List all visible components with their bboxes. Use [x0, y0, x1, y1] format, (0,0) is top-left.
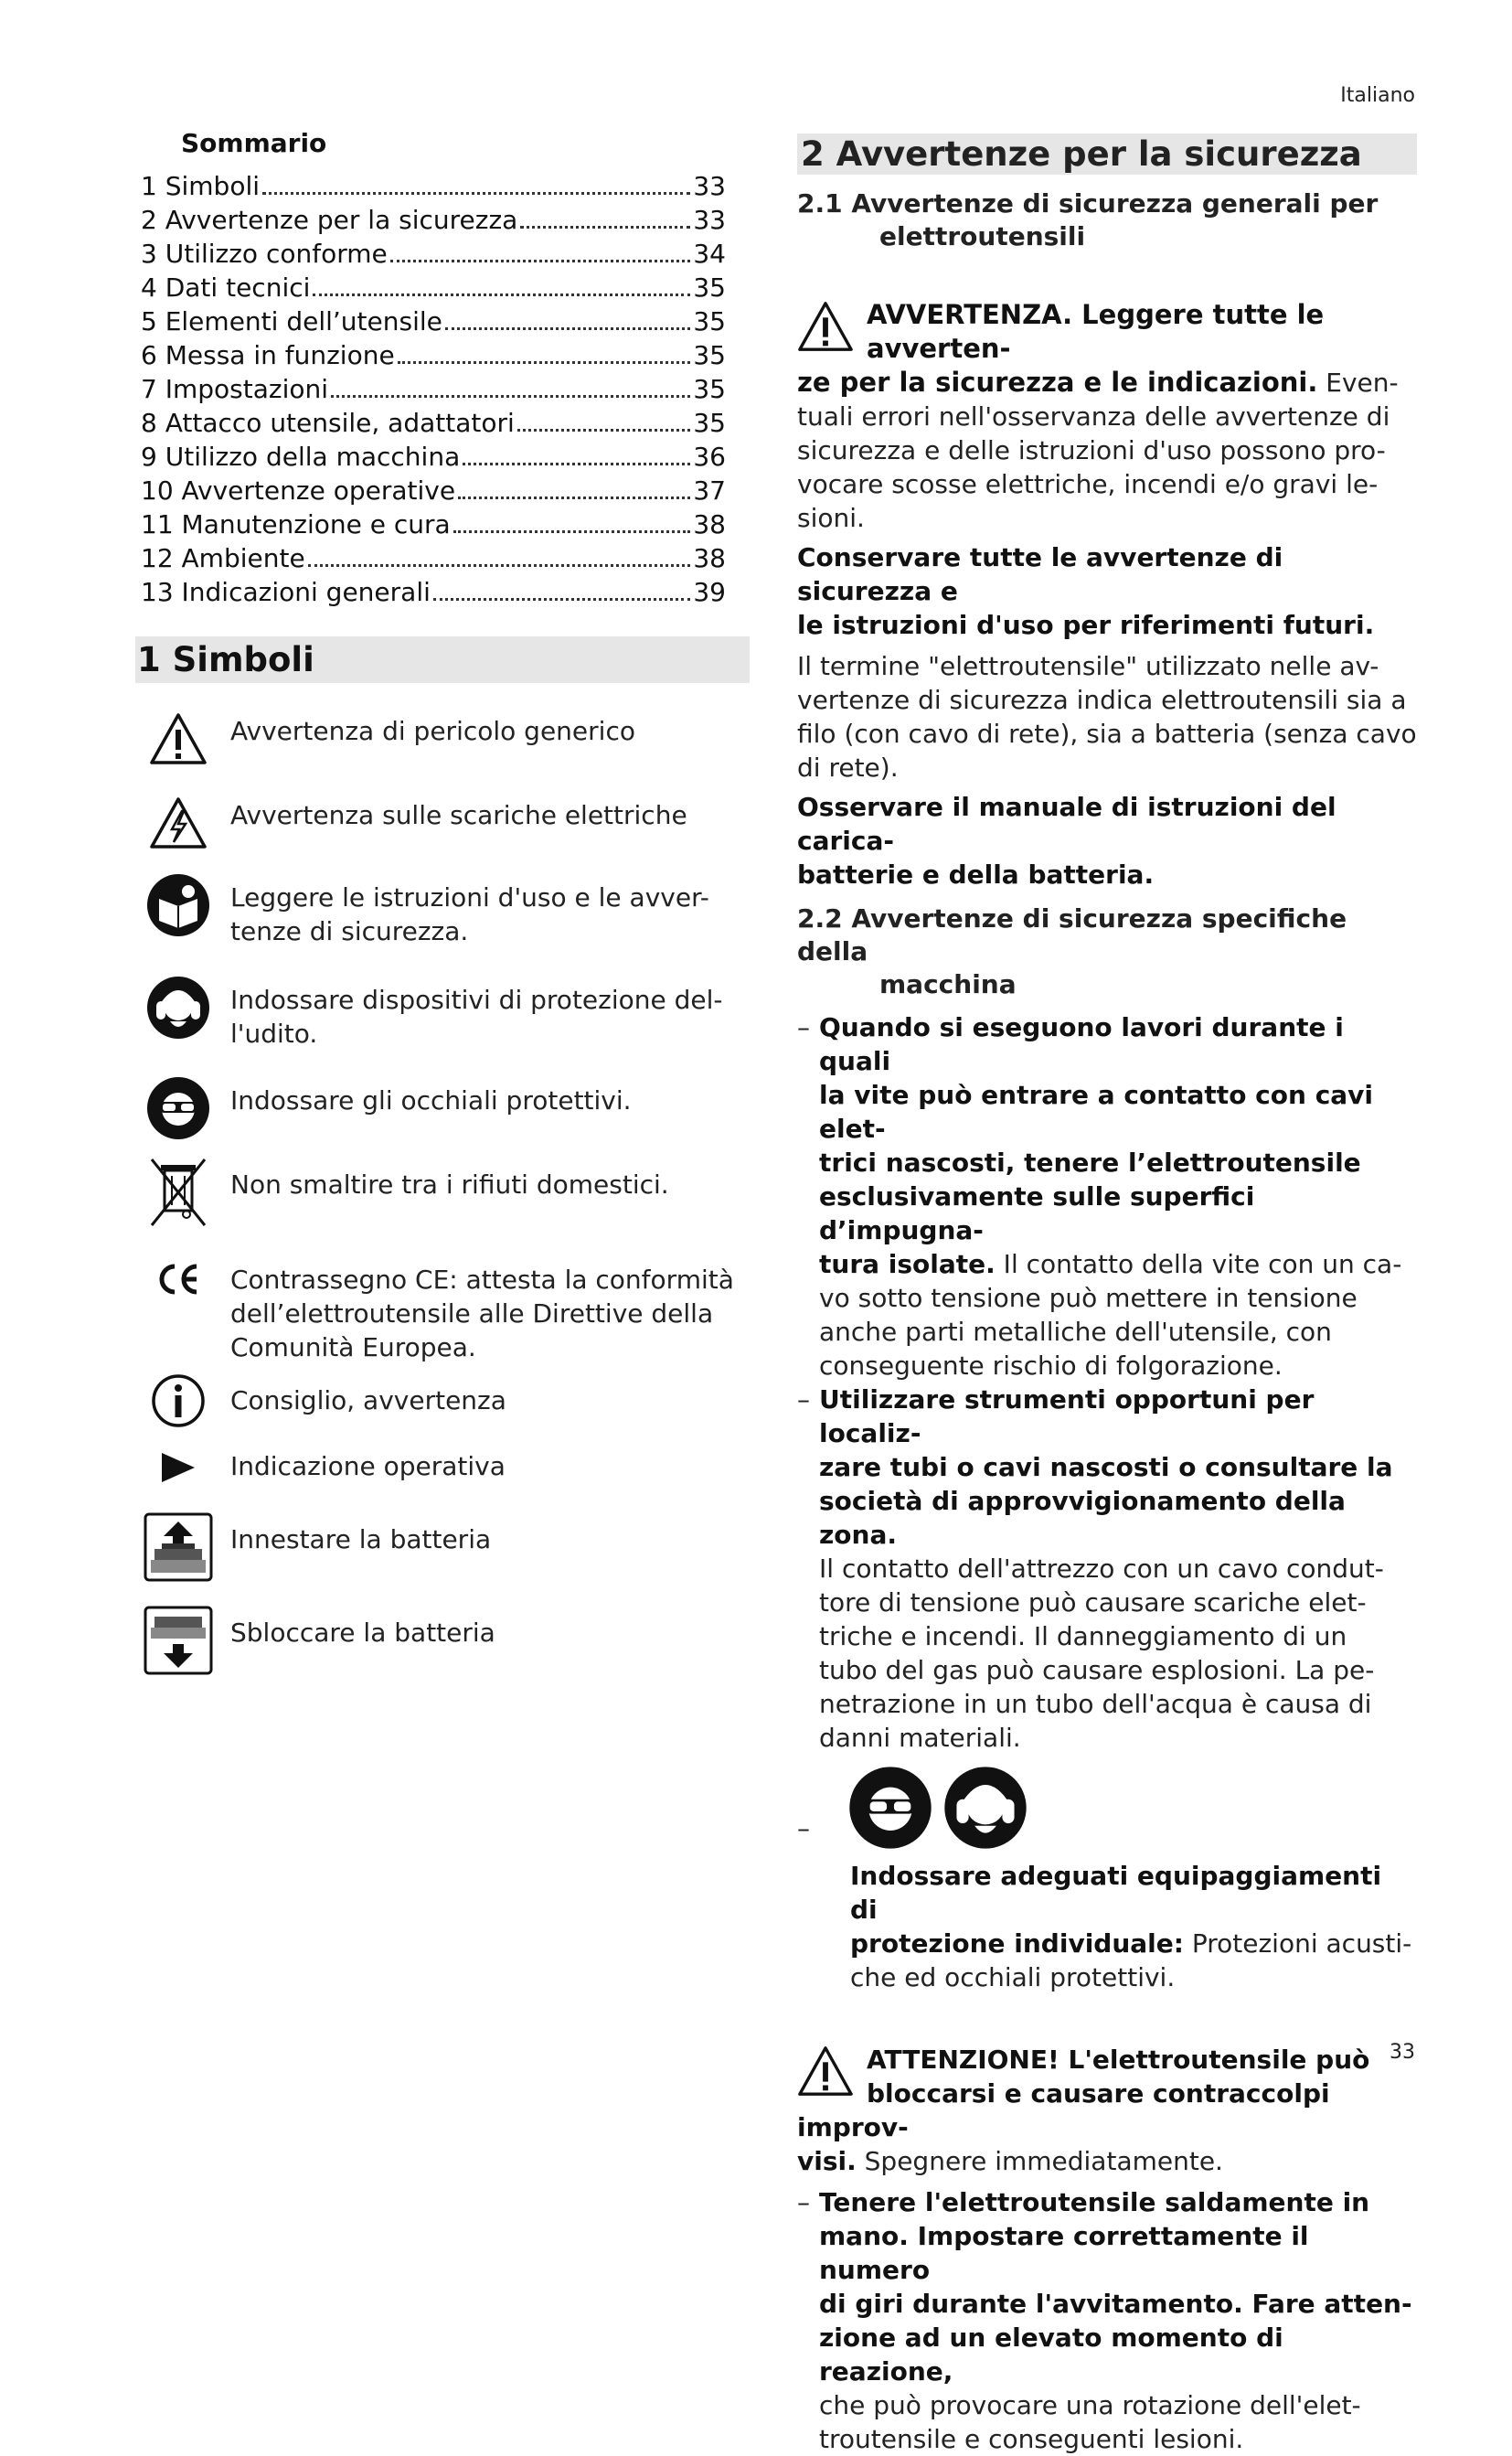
symbol-row: [135, 870, 750, 972]
toc-entry-title: 1 Simboli: [141, 171, 261, 201]
symbol-text: Indicazione operativa: [230, 1451, 506, 1481]
symbol-row: [135, 1440, 750, 1511]
item-text: che può provocare una rotazione dell'elet- troutensile e conseguenti lesioni.: [819, 2390, 1361, 2454]
toc-entry[interactable]: [141, 474, 726, 507]
toc-leader-dots: [331, 395, 690, 398]
observe-manual: Osservare il manuale di istruzioni del carica- batterie e della batteria.: [797, 792, 1336, 890]
battery-insert-icon: [143, 1511, 214, 1583]
symbol-row: [135, 1372, 750, 1440]
symbol-row: [135, 1605, 750, 1696]
toc-entry-page: 37: [693, 475, 726, 506]
list-item: [797, 1766, 1417, 1850]
item-text: Protezioni acusti- che ed occhiali protettivi.: [850, 1928, 1412, 1992]
symbol-row: [135, 1157, 750, 1252]
symbol-row: [135, 1511, 750, 1605]
toc-entry-title: 3 Utilizzo conforme: [141, 239, 388, 269]
toc-leader-dots: [453, 530, 691, 533]
item-text: Il contatto della vite con un ca- vo sotto tensione può mettere in tensione anche parti metalliche dell'utensile, con conseguente rischio di folgorazione.: [819, 1249, 1402, 1381]
symbol-text: Indossare gli occhiali protettivi.: [230, 1085, 632, 1116]
right-column: [797, 133, 1417, 2456]
toc-entry-title: 11 Manutenzione e cura: [141, 509, 451, 539]
page-number: 33: [1390, 2041, 1415, 2064]
toc-leader-dots: [458, 497, 690, 499]
list-item-body: [819, 1010, 1417, 1383]
toc-entry-page: 39: [693, 577, 726, 607]
toc-entry-title: 2 Avvertenze per la sicurezza: [141, 205, 518, 235]
toc-entry[interactable]: [141, 169, 726, 203]
section-heading-safety: 2 Avvertenze per la sicurezza: [797, 133, 1417, 175]
toc-entry-title: 8 Attacco utensile, adattatori: [141, 408, 515, 438]
item-bold: Indossare adeguati equipaggiamenti di protezione individuale:: [850, 1861, 1382, 1959]
toc-leader-dots: [313, 294, 690, 296]
warning-paragraph: [797, 264, 1417, 535]
term-definition: Il termine "elettroutensile" utilizzato nelle av- vertenze di sicurezza indica elettroutensili sia a filo (con cavo di rete), sia a batteria (senza cavo di rete).: [797, 651, 1417, 783]
toc-entry-title: 4 Dati tecnici: [141, 272, 311, 303]
toc-title: Sommario: [181, 128, 327, 158]
item-text: Il contatto dell'attrezzo con un cavo condut- tore di tensione può causare scariche elet- triche e incendi. Il danneggiamento di un tubo del gas può causare esplosioni. La pe- netrazione in un tubo dell'acqua è causa di danni materiali.: [819, 1554, 1384, 1753]
symbol-text: Indossare dispositivi di protezione del- l'udito.: [230, 985, 723, 1049]
toc-entry-title: 9 Utilizzo della macchina: [141, 442, 461, 472]
list-item-body: [819, 2185, 1417, 2456]
toc-entry[interactable]: [141, 507, 726, 541]
toc-leader-dots: [463, 463, 690, 465]
crossed-bin-icon: [143, 1157, 214, 1228]
caution-bold: ATTENZIONE! L'elettroutensile può bloccarsi e causare contraccolpi improv- visi.: [797, 2045, 1370, 2176]
dash-bullet: –: [797, 1384, 810, 1415]
warning-triangle-icon: [797, 300, 854, 353]
toc-entry[interactable]: [141, 406, 726, 440]
toc-entry[interactable]: [141, 338, 726, 372]
toc-leader-dots: [520, 226, 690, 229]
toc-leader-dots: [308, 564, 691, 567]
symbol-text: Consiglio, avvertenza: [230, 1385, 506, 1415]
electric-warning-icon: [143, 787, 214, 859]
subsection-2-1: [797, 187, 1417, 253]
section-heading-symbols: 1 Simboli: [135, 636, 750, 683]
language-label: Italiano: [1340, 84, 1415, 107]
toc-entry[interactable]: [141, 440, 726, 474]
toc-entry-page: 36: [693, 442, 726, 472]
toc-entry-page: 38: [693, 543, 726, 573]
keep-instructions: Conservare tutte le avvertenze di sicurezza e le istruzioni d'uso per riferimenti futuri.: [797, 542, 1375, 640]
ear-protection-icon: [943, 1766, 1028, 1850]
toc-entry-page: 33: [693, 171, 726, 201]
symbol-text: Non smaltire tra i rifiuti domestici.: [230, 1169, 669, 1200]
ppe-text: [797, 1859, 1417, 1994]
symbol-row: [135, 972, 750, 1073]
toc-entry-page: 33: [693, 205, 726, 235]
list-item-body: [819, 1383, 1417, 1755]
toc-leader-dots: [433, 598, 690, 601]
toc-entry-title: 5 Elementi dell’utensile: [141, 306, 442, 336]
toc-entry-page: 35: [693, 306, 726, 336]
item-bold: Quando si eseguono lavori durante i quali la vite può entrare a contatto con cavi elet- trici nascosti, tenere l’elettroutensile esclusivamente sulle superfici d’impugna- tura isolate.: [819, 1012, 1374, 1279]
item-bold: Utilizzare strumenti opportuni per localiz- zare tubi o cavi nascosti o consultare la società di approvvigionamento della zona.: [819, 1384, 1393, 1550]
symbols-list: [135, 703, 750, 1696]
info-icon: [143, 1372, 214, 1429]
toc-entry-page: 35: [693, 374, 726, 404]
battery-release-icon: [143, 1605, 214, 1676]
dash-bullet: –: [797, 2187, 810, 2217]
toc-entry[interactable]: [141, 304, 726, 338]
symbol-row: [135, 703, 750, 787]
dash-bullet: –: [797, 1012, 810, 1042]
ppe-icons: [848, 1766, 1028, 1850]
subsection-title: 2.1 Avvertenze di sicurezza generali per: [797, 188, 1379, 219]
toc-leader-dots: [398, 361, 691, 364]
symbol-text: Avvertenza di pericolo generico: [230, 716, 635, 746]
ear-protection-icon: [143, 972, 214, 1043]
list-item: [797, 1383, 1417, 1755]
symbol-row: [135, 787, 750, 870]
toc-entry-page: 35: [693, 340, 726, 370]
toc-entry-title: 12 Ambiente: [141, 543, 305, 573]
warning-triangle-icon: [143, 703, 214, 774]
eye-protection-icon: [848, 1766, 932, 1850]
caution-text: Spegnere immediatamente.: [856, 2146, 1223, 2176]
toc-entry-title: 13 Indicazioni generali: [141, 577, 431, 607]
subsection-2-2: [797, 902, 1417, 1001]
table-of-contents: [135, 169, 726, 609]
toc-entry-page: 35: [693, 272, 726, 303]
toc-entry-title: 7 Impostazioni: [141, 374, 329, 404]
caution-paragraph: [797, 2009, 1417, 2178]
dash-bullet: –: [797, 1813, 810, 1843]
symbol-row: [135, 1252, 750, 1372]
left-column: [135, 128, 750, 1696]
toc-leader-dots: [445, 327, 691, 330]
toc-entry[interactable]: [141, 271, 726, 304]
subsection-title-cont: macchina: [879, 969, 1017, 999]
toc-entry-page: 34: [693, 239, 726, 269]
warning-triangle-icon: [797, 2045, 854, 2098]
toc-entry[interactable]: [141, 203, 726, 237]
symbol-text: Avvertenza sulle scariche elettriche: [230, 800, 687, 830]
toc-entry[interactable]: [141, 541, 726, 575]
toc-leader-dots: [390, 260, 691, 262]
toc-entry[interactable]: [141, 237, 726, 271]
list-item: [797, 2185, 1417, 2456]
toc-entry-page: 35: [693, 408, 726, 438]
toc-entry-page: 38: [693, 509, 726, 539]
toc-entry-title: 10 Avvertenze operative: [141, 475, 456, 506]
symbol-text: Leggere le istruzioni d'uso e le avver- tenze di sicurezza.: [230, 882, 709, 946]
read-manual-icon: [143, 870, 214, 941]
symbol-text: Sbloccare la batteria: [230, 1618, 495, 1648]
subsection-title: 2.2 Avvertenze di sicurezza specifiche della: [797, 903, 1347, 966]
toc-entry-title: 6 Messa in funzione: [141, 340, 395, 370]
ce-mark-icon: [143, 1252, 214, 1323]
symbol-text: Contrassegno CE: attesta la conformità dell’elettroutensile alle Direttive della Comunità Europea.: [230, 1265, 734, 1362]
play-arrow-icon: [143, 1440, 214, 1495]
warning-bold: AVVERTENZA. Leggere tutte le avverten- ze per la sicurezza e le indicazioni.: [797, 299, 1325, 398]
warning-text: Even- tuali errori nell'osservanza delle avvertenze di sicurezza e delle istruzioni d'uso possono pro- vocare scosse elettriche, incendi e/o gravi le- sioni.: [797, 368, 1399, 533]
eye-protection-icon: [143, 1073, 214, 1144]
toc-entry[interactable]: [141, 372, 726, 406]
symbol-row: [135, 1073, 750, 1157]
toc-entry[interactable]: [141, 575, 726, 609]
symbol-text: Innestare la batteria: [230, 1524, 492, 1554]
subsection-title-cont: elettroutensili: [879, 221, 1086, 251]
toc-leader-dots: [262, 192, 690, 195]
item-bold: Tenere l'elettroutensile saldamente in mano. Impostare correttamente il numero di giri durante l'avvitamento. Fare atten- zione ad un elevato momento di reazione,: [819, 2187, 1412, 2387]
toc-leader-dots: [517, 429, 691, 432]
list-item: [797, 1010, 1417, 1383]
